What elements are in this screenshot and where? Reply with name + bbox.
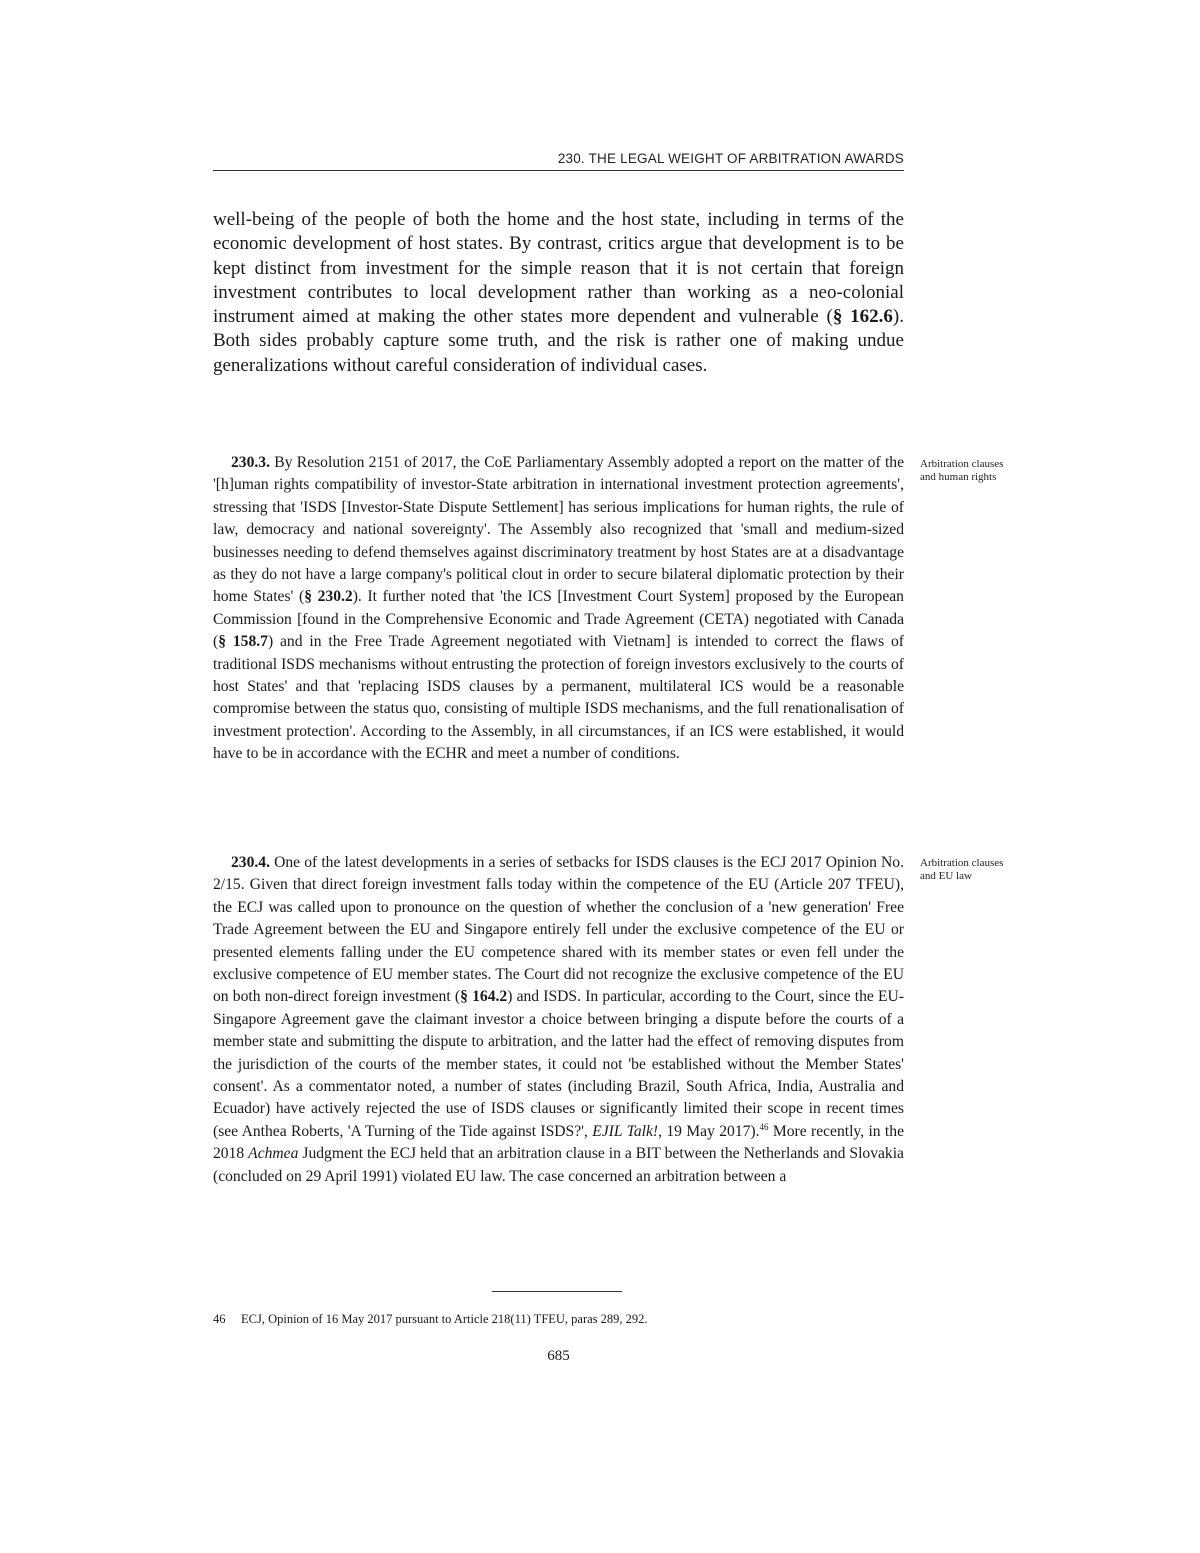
paragraph-230-4 — [213, 852, 904, 1188]
paragraph-text: ). It further noted that 'the ICS [Investment Court System] proposed by the European Commission [found in the Comprehensive Economic and Trade Agreement (CETA) negotiated with Canada ( — [213, 588, 904, 651]
running-header: 230. THE LEGAL WEIGHT OF ARBITRATION AWARDS — [213, 151, 904, 171]
paragraph-number: 230.4. — [231, 854, 270, 871]
footnote-number: 46 — [213, 1312, 226, 1326]
paragraph-number: 230.3. — [231, 454, 270, 471]
page-number: 685 — [547, 1348, 570, 1364]
paragraph-text: ) and ISDS. In particular, according to the Court, since the EU-Singapore Agreement gave the claimant investor a choice between bringing a dispute before the courts of a member state and submitting the dispute to arbitration, and the latter had the effect of removing disputes from the jurisdiction of the courts of the member states, it could not 'be established without the Member States' consent'. As a commentator noted, a number of states (including Brazil, South Africa, India, Australia and Ecuador) have actively rejected the use of ISDS clauses or significantly limited their scope in recent times (see Anthea Roberts, 'A Turning of the Tide against ISDS?', — [213, 988, 905, 1140]
cross-reference: § 164.2 — [460, 988, 508, 1006]
paragraph-text: More recently, in the 2018 — [213, 1122, 904, 1163]
paragraph-text: Judgment the ECJ held that an arbitration clause in a BIT between the Netherlands and Slovakia (concluded on 29 April 1991) violated EU law. The case concerned an arbitration between a — [213, 1145, 904, 1185]
italic-case-name: Achmea — [248, 1145, 299, 1163]
intro-text: well-being of the people of both the home and the host state, including in terms of the economic development of host states. By contrast, critics argue that development is to be kept distinct from investment for the simple reason that it is not certain that foreign investment contributes to local development rather than working as a neo-colonial instrument aimed at making the other states more dependent and vulnerable ( — [213, 209, 904, 328]
footnote-divider — [492, 1291, 622, 1292]
italic-title: EJIL Talk! — [592, 1122, 659, 1140]
margin-note-eu-law: Arbitration clauses and EU law — [920, 857, 1004, 882]
paragraph-text: , 19 May 2017). — [658, 1122, 760, 1140]
intro-text-tail: ). Both sides probably capture some truth, and the risk is rather one of making undue generalizations without careful consideration of individual cases. — [213, 306, 904, 376]
paragraph-text: One of the latest developments in a series of setbacks for ISDS clauses is the ECJ 2017 Opinion No. 2/15. Given that direct foreign investment falls today within the competence of the EU (Article 207 TFEU), the ECJ was called upon to pronounce on the question of whether the conclusion of a 'new generation' Free Trade Agreement between the EU and Singapore entirely fell under the exclusive competence of the EU or presented elements falling under the EU competence shared with its member states or even fell under the exclusive competence of EU member states. The Court did not recognize the exclusive competence of the EU on both non-direct foreign investment ( — [213, 854, 904, 1006]
margin-note-human-rights: Arbitration clauses and human rights — [920, 458, 1004, 483]
footnote-text: ECJ, Opinion of 16 May 2017 pursuant to Article 218(11) TFEU, paras 289, 292. — [241, 1312, 648, 1326]
footnote — [213, 1311, 904, 1327]
footnote-marker[interactable]: 46 — [759, 1121, 769, 1132]
cross-reference: § 162.6 — [832, 306, 893, 328]
intro-paragraph — [213, 208, 904, 378]
cross-reference: § 158.7 — [218, 633, 268, 651]
paragraph-230-3 — [213, 452, 904, 766]
paragraph-text: By Resolution 2151 of 2017, the CoE Parliamentary Assembly adopted a report on the matter of the '[h]uman rights compatibility of investor-State arbitration in international investment protection agreements', stressing that 'ISDS [Investor-State Dispute Settlement] has serious implications for human rights, the rule of law, democracy and national sovereignty'. The Assembly also recognized that 'small and medium-sized businesses needing to defend themselves against discriminatory treatment by host States are at a disadvantage as they do not have a large company's political clout in order to secure bilateral diplomatic protection by their home States' ( — [213, 454, 904, 606]
paragraph-text: ) and in the Free Trade Agreement negotiated with Vietnam] is intended to correct the flaws of traditional ISDS mechanisms without entrusting the protection of foreign investors exclusively to the courts of host States' and that 'replacing ISDS clauses by a permanent, multilateral ICS would be a reasonable compromise between the status quo, consisting of multiple ISDS mechanisms, and the full renationalisation of investment protection'. According to the Assembly, in all circumstances, if an ICS were established, it would have to be in accordance with the ECHR and meet a number of conditions. — [213, 633, 904, 763]
cross-reference: § 230.2 — [304, 588, 353, 606]
